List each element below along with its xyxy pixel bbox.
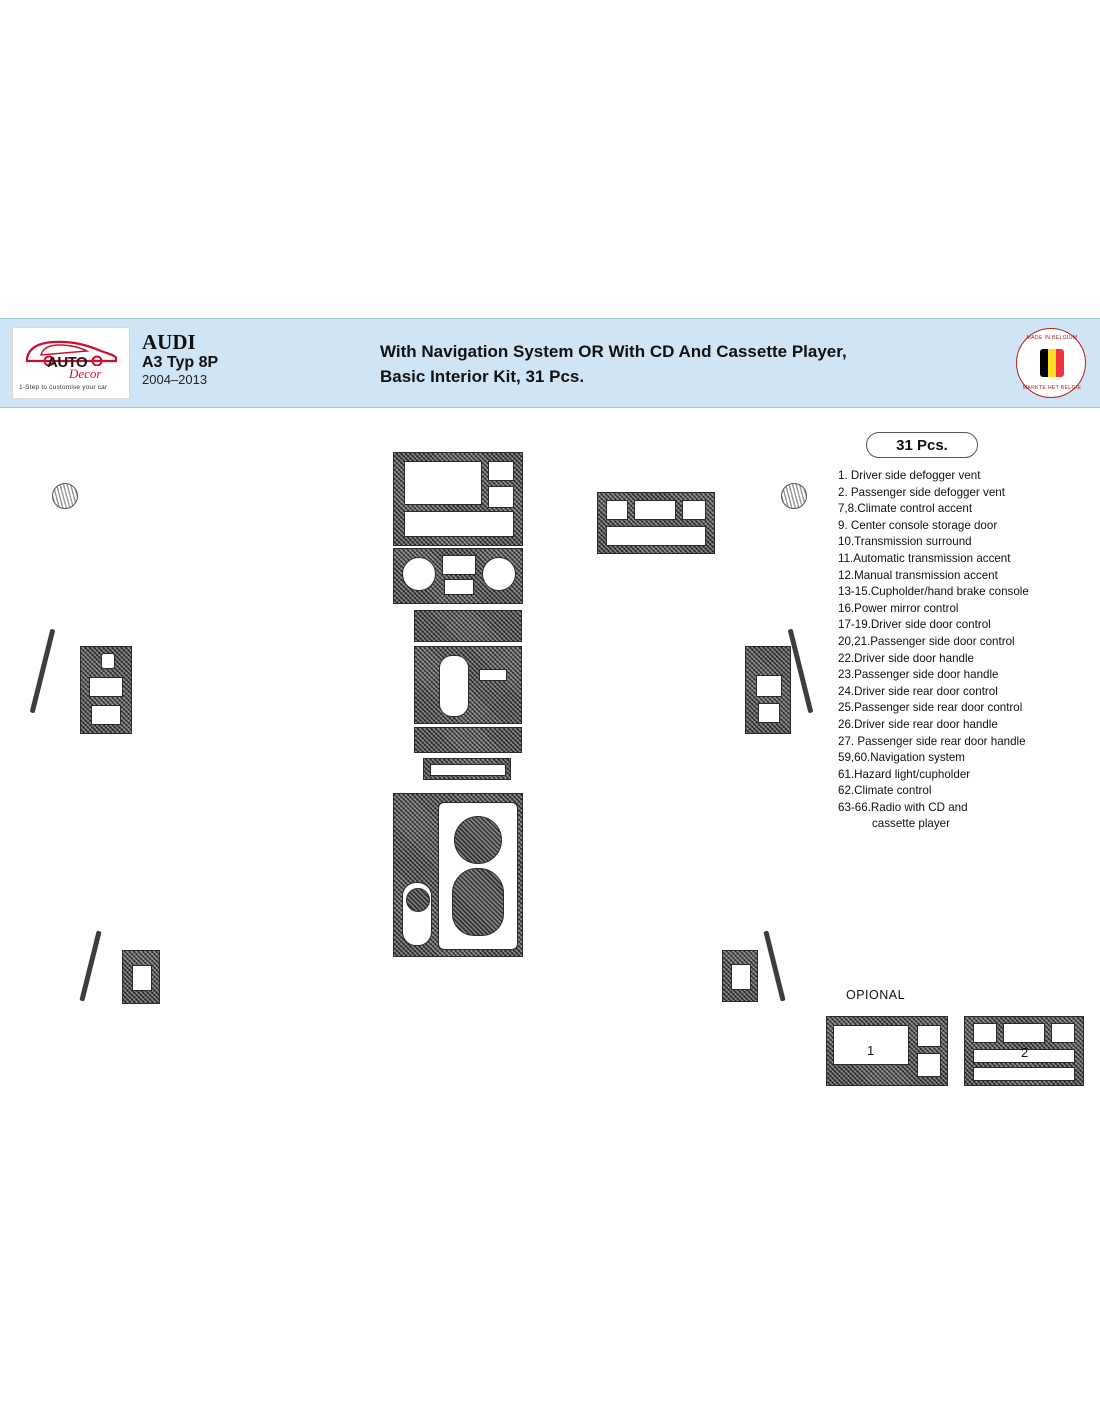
legend-item: 10.Transmission surround: [838, 535, 972, 549]
passenger-side-defogger-vent[interactable]: [781, 483, 807, 509]
legend-item: 11.Automatic transmission accent: [838, 551, 1011, 565]
brand-logo: [12, 327, 130, 399]
legend-item: 1. Driver side defogger vent: [838, 469, 981, 482]
vehicle-info: [142, 331, 372, 388]
legend-item: 23.Passenger side door handle: [838, 668, 999, 682]
legend-item: 2. Passenger side defogger vent: [838, 485, 1005, 499]
legend-item: 25.Passenger side rear door control: [838, 701, 1023, 715]
legend-item: 26.Driver side rear door handle: [838, 717, 998, 731]
legend-item: 20,21.Passenger side door control: [838, 634, 1015, 648]
legend-item: 9. Center console storage door: [838, 518, 998, 532]
made-in-belgium-seal: [1016, 328, 1086, 398]
transmission-accent[interactable]: [414, 727, 522, 753]
passenger-side-rear-door-control[interactable]: [722, 950, 758, 1002]
driver-side-door-handle[interactable]: [30, 629, 56, 714]
passenger-side-door-control[interactable]: [745, 646, 791, 734]
legend-item: 22.Driver side door handle: [838, 651, 974, 665]
transmission-surround[interactable]: [414, 646, 522, 724]
cupholder-ring: [454, 816, 502, 864]
legend-item: 24.Driver side rear door control: [838, 684, 998, 698]
optional-climate-panel[interactable]: [964, 1016, 1084, 1086]
optional-pieces-row: [812, 1008, 1092, 1090]
optional-radio-panel[interactable]: [826, 1016, 948, 1086]
legend-item: 63-66.Radio with CD and: [838, 800, 968, 814]
hazard-light-cupholder-trim[interactable]: [423, 758, 511, 780]
kit-title-line-2: Basic Interior Kit, 31 Pcs.: [380, 367, 585, 386]
belgium-flag-icon: [1040, 349, 1064, 377]
legend-item: 61.Hazard light/cupholder: [838, 767, 971, 781]
passenger-side-door-handle[interactable]: [788, 629, 814, 714]
legend-item: 12.Manual transmission accent: [838, 568, 998, 582]
driver-side-defogger-vent[interactable]: [52, 483, 78, 509]
piece-count-badge: 31 Pcs.: [866, 432, 978, 458]
legend-item: 7,8.Climate control accent: [838, 502, 973, 516]
logo-auto-text: AUTO: [47, 354, 88, 371]
power-mirror-control-cutout: [101, 653, 115, 669]
seal-bottom-text: MARKTE HET BELGIE: [1022, 385, 1082, 391]
handbrake-boot: [452, 868, 504, 936]
driver-side-door-control[interactable]: [80, 646, 132, 734]
driver-side-rear-door-control[interactable]: [122, 950, 160, 1004]
passenger-side-rear-door-handle[interactable]: [763, 930, 785, 1001]
climate-control-accent[interactable]: [393, 548, 523, 604]
vehicle-make: AUDI: [142, 330, 196, 354]
legend-item: 27. Passenger side rear door handle: [838, 734, 1026, 748]
legend-item: 59,60.Navigation system: [838, 751, 965, 765]
header-bar: [0, 318, 1100, 408]
center-console-storage-door[interactable]: [414, 610, 522, 642]
legend-item: 62.Climate control: [838, 784, 932, 798]
legend-item: cassette player: [872, 817, 950, 831]
vehicle-model: A3 Typ 8P: [142, 354, 219, 371]
optional-piece-number: 2: [1021, 1045, 1029, 1060]
optional-piece-number: 1: [867, 1043, 875, 1058]
logo-tagline: 1-Step to customise your car: [19, 384, 108, 391]
kit-title: [380, 339, 980, 389]
legend-item: 13-15.Cupholder/hand brake console: [838, 585, 1029, 599]
seal-top-text: MADE IN BELGIUM: [1026, 335, 1078, 341]
legend-list: [838, 468, 1096, 833]
driver-side-rear-door-handle[interactable]: [79, 930, 101, 1001]
legend-item: 17-19.Driver side door control: [838, 618, 991, 632]
kit-title-line-1: With Navigation System OR With CD And Cassette Player,: [380, 342, 847, 361]
cupholder-handbrake-console[interactable]: [393, 793, 523, 957]
logo-decor-text: Decor: [69, 366, 102, 381]
legend-panel: [838, 432, 1096, 833]
legend-item: 16.Power mirror control: [838, 601, 959, 615]
optional-label: OPIONAL: [846, 988, 906, 1002]
navigation-system-trim[interactable]: [393, 452, 523, 546]
vehicle-years: 2004–2013: [142, 372, 208, 387]
climate-control-panel[interactable]: [597, 492, 715, 554]
small-cupholder-ring: [406, 888, 430, 912]
